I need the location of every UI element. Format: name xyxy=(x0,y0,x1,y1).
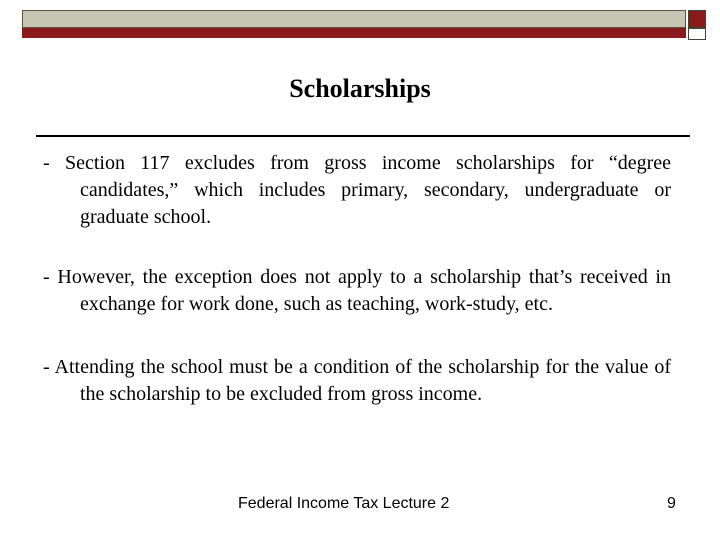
slide-title: Scholarships xyxy=(289,74,431,103)
header-stripe xyxy=(22,28,686,38)
bullet-item-1: - Section 117 excludes from gross income scholarships for “degree candidates,” which includes primary, secondary, undergraduate or graduate school. xyxy=(43,152,671,228)
footer-text: Federal Income Tax Lecture 2 xyxy=(238,495,450,512)
header-corner-box-bottom xyxy=(688,28,706,40)
title-divider xyxy=(36,135,690,137)
page-number: 9 xyxy=(667,495,676,512)
bullet-item-2: - However, the exception does not apply to a scholarship that’s received in exchange for work done, such as teaching, work-study, etc. xyxy=(43,266,671,315)
header-band xyxy=(22,10,686,28)
header-corner-box-top xyxy=(688,10,706,28)
bullet-item-3: - Attending the school must be a condition of the scholarship for the value of the scholarship to be excluded from gross income. xyxy=(43,356,671,405)
